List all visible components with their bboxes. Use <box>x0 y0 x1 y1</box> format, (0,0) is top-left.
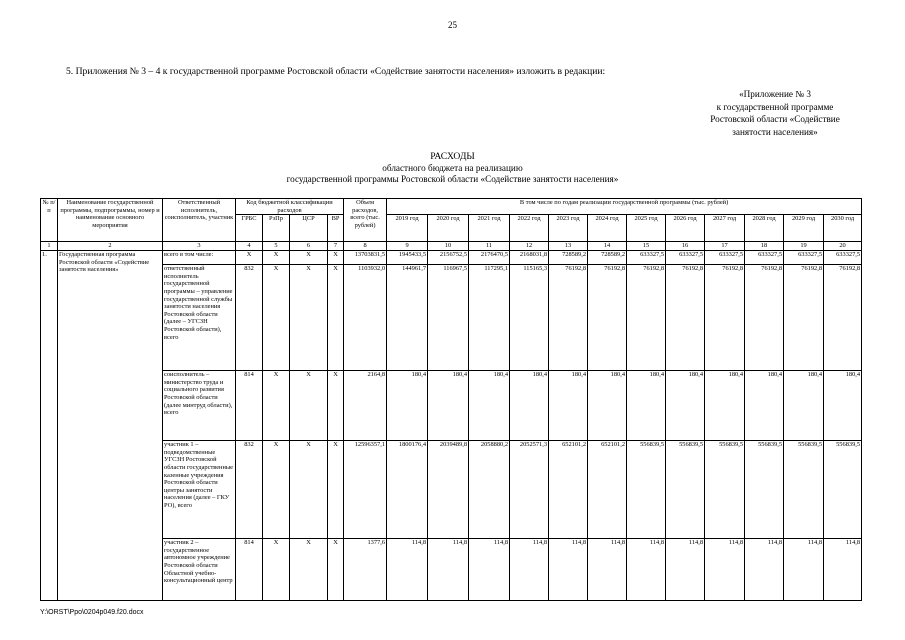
row-year-value: 114,8 <box>549 539 588 601</box>
title-line: государственной программы Ростовской области «Содействие занятости населения» <box>286 174 619 184</box>
row-rzpr: X <box>263 265 290 371</box>
header-year: 2019 год <box>387 215 428 242</box>
header-volume: Объем расходов, всего (тыс. рублей) <box>344 199 387 242</box>
column-number: 10 <box>428 242 469 251</box>
row-executor: участник 1 – подведомственные УГСЗН Ростовской области государственные казенные учреждения Ростовской области центры занятости населения (далее – ГКУ РО), всего <box>163 441 236 539</box>
header-year: 2028 год <box>745 215 784 242</box>
row-year-value: 728589,2 <box>549 251 588 265</box>
row-grbs: 814 <box>236 371 263 441</box>
header-year: 2030 год <box>824 215 862 242</box>
row-year-value: 633327,5 <box>627 251 666 265</box>
row-total: 1377,6 <box>344 539 387 601</box>
column-number: 2 <box>58 242 163 251</box>
header-rzpr: РзПр <box>263 215 290 242</box>
row-year-value: 76192,8 <box>745 265 784 371</box>
row-year-value: 114,8 <box>784 539 824 601</box>
row-csr: X <box>290 251 328 265</box>
header-year: 2027 год <box>705 215 745 242</box>
row-year-value: 556839,5 <box>666 441 705 539</box>
row-year-value: 114,8 <box>510 539 549 601</box>
row-year-value: 114,8 <box>666 539 705 601</box>
footer-file-path: Y:\ORST\Ppo\0204p049.f20.docx <box>40 609 144 616</box>
row-year-value: 76192,8 <box>705 265 745 371</box>
row-total: 13703831,5 <box>344 251 387 265</box>
table-row <box>41 371 862 441</box>
header-year: 2020 год <box>428 215 469 242</box>
row-year-value: 114,8 <box>428 539 469 601</box>
row-csr: X <box>290 371 328 441</box>
row-year-value: 180,4 <box>549 371 588 441</box>
row-year-value: 180,4 <box>588 371 627 441</box>
row-grbs: 814 <box>236 539 263 601</box>
column-number: 13 <box>549 242 588 251</box>
column-number: 4 <box>236 242 263 251</box>
row-vr: X <box>328 371 344 441</box>
header-by-years: В том числе по годам реализации государственной программы (тыс. рублей) <box>387 199 862 215</box>
row-total: 1103932,0 <box>344 265 387 371</box>
column-number: 19 <box>784 242 824 251</box>
row-vr: X <box>328 251 344 265</box>
row-year-value: 2058880,2 <box>469 441 510 539</box>
row-grbs: X <box>236 251 263 265</box>
column-number: 15 <box>627 242 666 251</box>
row-executor: участник 2 – государственное автономное учреждение Ростовской области Областной учебно-консультационный центр <box>163 539 236 601</box>
header-csr: ЦСР <box>290 215 328 242</box>
row-year-value: 556839,5 <box>784 441 824 539</box>
row-year-value: 2156752,5 <box>428 251 469 265</box>
row-year-value: 114,8 <box>705 539 745 601</box>
header-year: 2029 год <box>784 215 824 242</box>
column-number: 20 <box>824 242 862 251</box>
title-line: РАСХОДЫ <box>430 151 475 162</box>
row-year-value: 144961,7 <box>387 265 428 371</box>
row-executor: всего в том числе: <box>163 251 236 265</box>
column-number: 1 <box>41 242 58 251</box>
row-year-value: 652101,2 <box>588 441 627 539</box>
row-csr: X <box>290 441 328 539</box>
header-name: Наименование государственной программы, подпрограммы, номер и наименование основного мероприятия <box>58 199 163 242</box>
program-num: 1. <box>41 251 58 601</box>
row-year-value: 115165,3 <box>510 265 549 371</box>
header-num: № п/п <box>41 199 58 242</box>
row-vr: X <box>328 441 344 539</box>
row-year-value: 180,4 <box>824 371 862 441</box>
column-number: 11 <box>469 242 510 251</box>
row-csr: X <box>290 265 328 371</box>
row-rzpr: X <box>263 539 290 601</box>
row-year-value: 1800176,4 <box>387 441 428 539</box>
row-year-value: 116967,5 <box>428 265 469 371</box>
header-year: 2026 год <box>666 215 705 242</box>
header-vr: ВР <box>328 215 344 242</box>
column-number: 14 <box>588 242 627 251</box>
row-year-value: 114,8 <box>469 539 510 601</box>
row-rzpr: X <box>263 371 290 441</box>
row-year-value: 2039489,8 <box>428 441 469 539</box>
row-year-value: 117295,1 <box>469 265 510 371</box>
row-year-value: 556839,5 <box>705 441 745 539</box>
header-year: 2023 год <box>549 215 588 242</box>
row-year-value: 633327,5 <box>666 251 705 265</box>
table-row <box>41 441 862 539</box>
appendix-line: Ростовской области «Содействие <box>710 114 840 124</box>
row-year-value: 180,4 <box>705 371 745 441</box>
table-row <box>41 265 862 371</box>
row-year-value: 76192,8 <box>784 265 824 371</box>
row-total: 12596357,1 <box>344 441 387 539</box>
header-budget-code: Код бюджетной классификации расходов <box>236 199 344 215</box>
column-number: 9 <box>387 242 428 251</box>
page-number: 25 <box>448 20 457 30</box>
row-year-value: 114,8 <box>387 539 428 601</box>
row-year-value: 76192,8 <box>588 265 627 371</box>
column-number: 8 <box>344 242 387 251</box>
header-executor: Ответственный исполнитель, соисполнитель, участник <box>163 199 236 242</box>
header-year: 2022 год <box>510 215 549 242</box>
title-line: областного бюджета на реализацию <box>382 162 523 173</box>
row-year-value: 180,4 <box>428 371 469 441</box>
row-year-value: 76192,8 <box>824 265 862 371</box>
row-executor: ответственный исполнитель государственной программы – управление государственной службы занятости населения Ростовской области (далее – УГСЗН Ростовской области), всего <box>163 265 236 371</box>
row-year-value: 633327,5 <box>705 251 745 265</box>
header-year: 2021 год <box>469 215 510 242</box>
row-year-value: 180,4 <box>784 371 824 441</box>
header-grbs: ГРБС <box>236 215 263 242</box>
column-number: 6 <box>290 242 328 251</box>
row-year-value: 180,4 <box>387 371 428 441</box>
row-year-value: 2052571,3 <box>510 441 549 539</box>
row-grbs: 832 <box>236 265 263 371</box>
row-year-value: 114,8 <box>627 539 666 601</box>
row-rzpr: X <box>263 251 290 265</box>
document-title <box>0 151 905 186</box>
header-year: 2024 год <box>588 215 627 242</box>
column-number: 7 <box>328 242 344 251</box>
row-year-value: 76192,8 <box>666 265 705 371</box>
row-year-value: 180,4 <box>666 371 705 441</box>
row-year-value: 728589,2 <box>588 251 627 265</box>
column-number: 12 <box>510 242 549 251</box>
row-csr: X <box>290 539 328 601</box>
intro-text: 5. Приложения № 3 – 4 к государственной программе Ростовской области «Содействие занятости населения» изложить в редакции: <box>66 66 606 77</box>
row-year-value: 2176470,5 <box>469 251 510 265</box>
row-year-value: 180,4 <box>469 371 510 441</box>
row-vr: X <box>328 539 344 601</box>
row-year-value: 180,4 <box>510 371 549 441</box>
program-name: Государственная программа Ростовской области «Содействие занятости населения» <box>58 251 163 601</box>
row-year-value: 114,8 <box>588 539 627 601</box>
row-year-value: 180,4 <box>745 371 784 441</box>
column-number: 17 <box>705 242 745 251</box>
row-vr: X <box>328 265 344 371</box>
appendix-line: к государственной программе <box>716 101 834 112</box>
column-number: 16 <box>666 242 705 251</box>
row-year-value: 180,4 <box>627 371 666 441</box>
appendix-caption <box>690 88 860 138</box>
row-year-value: 633327,5 <box>784 251 824 265</box>
row-year-value: 633327,5 <box>745 251 784 265</box>
column-number: 3 <box>163 242 236 251</box>
table-row <box>41 251 862 265</box>
row-total: 2164,8 <box>344 371 387 441</box>
expenses-table <box>40 198 862 601</box>
column-number: 5 <box>263 242 290 251</box>
row-year-value: 652101,2 <box>549 441 588 539</box>
row-executor: соисполнитель – министерство труда и социального развития Ростовской области (далее минтруд области), всего <box>163 371 236 441</box>
row-rzpr: X <box>263 441 290 539</box>
header-year: 2025 год <box>627 215 666 242</box>
row-year-value: 76192,8 <box>549 265 588 371</box>
row-year-value: 556839,5 <box>824 441 862 539</box>
row-year-value: 556839,5 <box>745 441 784 539</box>
row-year-value: 556839,5 <box>627 441 666 539</box>
row-year-value: 1945433,5 <box>387 251 428 265</box>
row-grbs: 832 <box>236 441 263 539</box>
row-year-value: 114,8 <box>824 539 862 601</box>
row-year-value: 114,8 <box>745 539 784 601</box>
row-year-value: 76192,8 <box>627 265 666 371</box>
table-row <box>41 539 862 601</box>
column-number-row <box>41 242 862 251</box>
column-number: 18 <box>745 242 784 251</box>
row-year-value: 2168031,8 <box>510 251 549 265</box>
appendix-line: «Приложение № 3 <box>739 89 811 99</box>
appendix-line: занятости населения» <box>732 126 818 137</box>
row-year-value: 633327,5 <box>824 251 862 265</box>
